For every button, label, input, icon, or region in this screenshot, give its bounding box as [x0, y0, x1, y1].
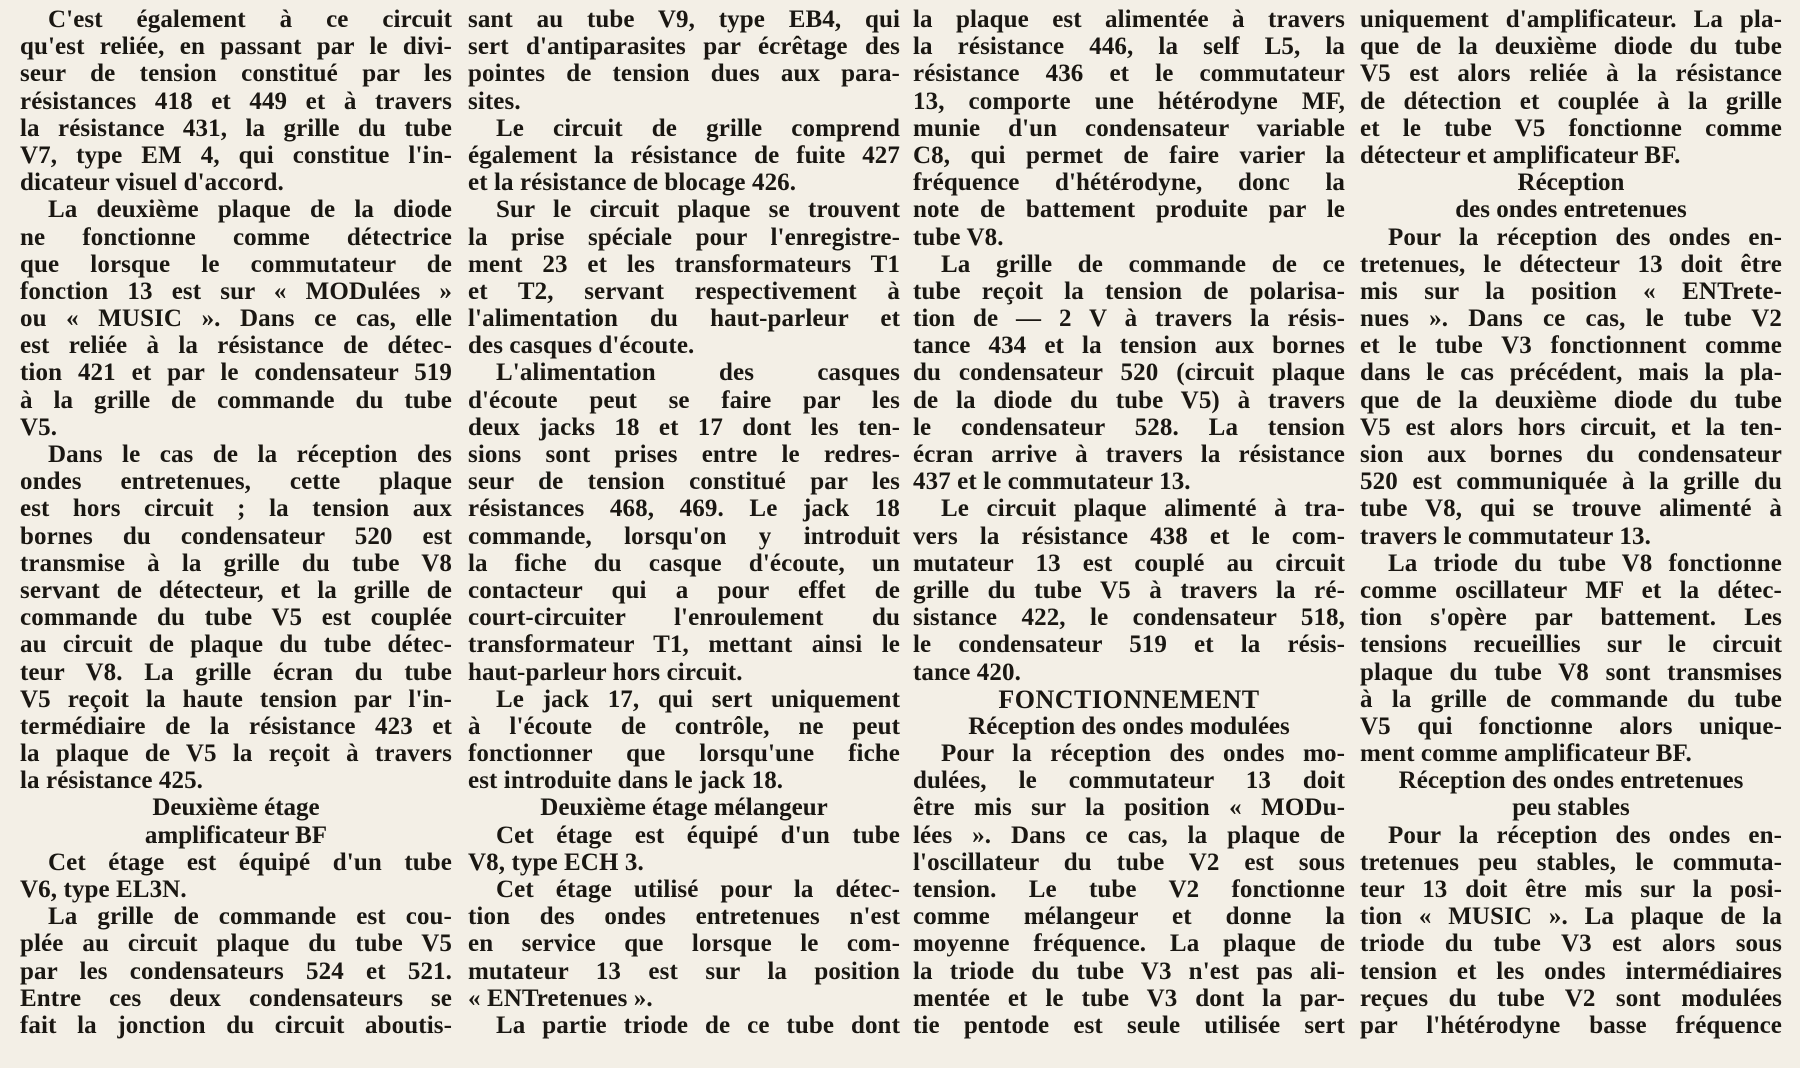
text-line: « ENTretenues ». [468, 984, 653, 1012]
text-line: est introduite dans le jack 18. [468, 767, 784, 795]
text-line: V5 est alors reliée à la résistance [1360, 60, 1782, 88]
text-line: 520 est communiquée à la grille du [1360, 468, 1782, 496]
text-line: haut-parleur hors circuit. [468, 658, 743, 686]
text-line: en service que lorsque le com- [468, 930, 900, 958]
text-line: tion s'opère par battement. Les [1360, 604, 1782, 632]
text-line: tance 420. [913, 658, 1021, 686]
paragraph [913, 495, 1345, 685]
text-line: La grille de commande de ce [941, 250, 1345, 278]
text-line: travers le commutateur 13. [1360, 522, 1651, 550]
heading-line: Réception [1517, 169, 1625, 197]
text-line: bornes du condensateur 520 est [20, 522, 452, 550]
text-line: La partie triode de ce tube dont [496, 1011, 900, 1039]
text-line: le condensateur 528. La tension [913, 413, 1345, 441]
text-line: munie d'un condensateur variable [913, 114, 1345, 142]
text-line: tube reçoit la tension de polarisa- [913, 277, 1345, 305]
heading-line: peu stables [1512, 794, 1630, 822]
text-line: résistances 418 et 449 et à travers [20, 87, 452, 115]
text-line: et T2, servant respectivement à [468, 277, 900, 305]
paragraph [468, 196, 900, 359]
text-column-3 [913, 6, 1345, 1068]
text-line: au circuit de plaque du tube détec- [20, 631, 452, 659]
text-line: La grille de commande est cou- [48, 903, 452, 931]
text-line: V5 reçoit la haute tension par l'in- [20, 685, 452, 713]
text-line: contacteur qui a pour effet de [468, 576, 900, 604]
text-line: fréquence d'hétérodyne, donc la [913, 169, 1345, 197]
paragraph [913, 740, 1345, 1039]
text-line: Dans le cas de la réception des [48, 441, 452, 468]
heading-line: Réception des ondes modulées [968, 712, 1290, 740]
text-line: reçues du tube V2 sont modulées [1360, 984, 1782, 1012]
text-line: Sur le circuit plaque se trouvent [496, 196, 900, 224]
text-line: grille du tube V5 à travers la ré- [913, 576, 1345, 604]
text-line: tension et les ondes intermédiaires [1360, 957, 1782, 985]
text-line: qu'est reliée, en passant par le divi- [20, 33, 452, 61]
text-line: détecteur et amplificateur BF. [1360, 141, 1681, 169]
text-line: dans le cas précédent, mais la pla- [1360, 359, 1782, 387]
text-line: Entre ces deux condensateurs se [20, 984, 452, 1012]
text-line: que de la deuxième diode du tube [1360, 386, 1782, 414]
text-line: V7, type EM 4, qui constitue l'in- [20, 141, 452, 169]
text-line: Pour la réception des ondes en- [1388, 223, 1782, 251]
text-line: teur 13 doit être mis sur la posi- [1360, 876, 1782, 903]
text-column-2 [468, 6, 900, 1068]
text-line: Le circuit de grille comprend [496, 114, 900, 142]
heading-line: des ondes entretenues [1455, 196, 1687, 224]
paragraph [20, 441, 452, 794]
text-line: La triode du tube V8 fonctionne [1388, 549, 1782, 577]
text-line: est hors circuit ; la tension aux [20, 495, 452, 523]
text-line: mutateur 13 est couplé au circuit [913, 549, 1345, 577]
paragraph [913, 6, 1345, 251]
heading-line: FONCTIONNEMENT [998, 684, 1260, 714]
text-line: lées ». Dans ce cas, la plaque de [913, 821, 1345, 849]
paragraph [468, 876, 900, 1012]
text-line: et la résistance de blocage 426. [468, 169, 797, 197]
text-line: tension. Le tube V2 fonctionne [913, 876, 1345, 903]
text-line: la résistance 446, la self L5, la [913, 33, 1345, 61]
text-line: nues ». Dans ce cas, le tube V2 [1360, 305, 1782, 333]
text-line: que de la deuxième diode du tube [1360, 33, 1782, 61]
text-line: ment 23 et les transformateurs T1 [468, 250, 900, 278]
text-line: par les condensateurs 524 et 521. [20, 957, 452, 985]
text-line: 437 et le commutateur 13. [913, 468, 1191, 496]
text-line: mentée et le tube V3 dont la par- [913, 984, 1345, 1012]
text-line: également la résistance de fuite 427 [468, 141, 900, 169]
text-line: la résistance 425. [20, 767, 204, 795]
text-line: la plaque de V5 la reçoit à travers [20, 740, 452, 768]
text-line: sion aux bornes du condensateur [1360, 441, 1782, 468]
text-line: est reliée à la résistance de détec- [20, 332, 452, 360]
text-line: écran arrive à travers la résistance [913, 441, 1345, 468]
paragraph [1360, 224, 1782, 550]
text-line: pointes de tension dues aux para- [468, 60, 900, 88]
text-line: termédiaire de la résistance 423 et [20, 712, 452, 740]
text-line: sert d'antiparasites par écrêtage des [468, 33, 900, 61]
heading-line: amplificateur BF [144, 821, 328, 849]
text-line: des casques d'écoute. [468, 332, 695, 360]
text-line: V5 qui fonctionne alors unique- [1360, 712, 1782, 740]
text-line: dicateur visuel d'accord. [20, 169, 284, 197]
text-line: tretenues peu stables, le commuta- [1360, 848, 1782, 876]
text-line: V5. [20, 413, 58, 441]
section-heading [468, 794, 900, 821]
text-line: à l'écoute de contrôle, ne peut [468, 712, 900, 740]
paragraph [1360, 822, 1782, 1040]
text-line: servant de détecteur, et la grille de [20, 576, 452, 604]
text-line: teur V8. La grille écran du tube [20, 658, 452, 686]
text-column-4 [1360, 6, 1782, 1068]
paragraph [913, 251, 1345, 496]
text-line: Cet étage est équipé d'un tube [496, 821, 900, 849]
text-line: de détection et couplée à la grille [1360, 87, 1782, 115]
text-line: ment comme amplificateur BF. [1360, 740, 1692, 768]
text-line: V8, type ECH 3. [468, 848, 644, 876]
text-line: résistances 468, 469. Le jack 18 [468, 495, 900, 523]
text-line: Cet étage utilisé pour la détec- [496, 876, 900, 903]
text-line: par l'hétérodyne basse fréquence [1360, 1011, 1782, 1039]
text-line: La deuxième plaque de la diode [48, 196, 452, 224]
text-line: l'oscillateur du tube V2 est sous [913, 848, 1345, 876]
text-line: plaque du tube V8 sont transmises [1360, 658, 1782, 686]
text-line: à la grille de commande du tube [1360, 685, 1782, 713]
text-column-1 [20, 6, 452, 1068]
text-line: à la grille de commande du tube [20, 386, 452, 414]
text-line: tube V8. [913, 223, 1004, 251]
text-line: tion « MUSIC ». La plaque de la [1360, 903, 1782, 931]
paragraph [468, 1012, 900, 1039]
paragraph [20, 196, 452, 441]
text-line: tion 421 et par le condensateur 519 [20, 359, 452, 387]
paragraph [468, 6, 900, 115]
paragraph [1360, 550, 1782, 768]
heading-line: Réception des ondes entretenues [1398, 767, 1744, 795]
text-line: la fiche du casque d'écoute, un [468, 549, 900, 577]
paragraph [468, 822, 900, 876]
text-line: être mis sur la position « MODu- [913, 794, 1345, 822]
paragraph [1360, 6, 1782, 169]
text-line: tube V8, qui se trouve alimenté à [1360, 495, 1782, 523]
text-line: V5 est alors hors circuit, et la ten- [1360, 413, 1782, 441]
text-line: ondes entretenues, cette plaque [20, 468, 452, 496]
text-line: 13, comporte une hétérodyne MF, [913, 87, 1345, 115]
paragraph [20, 6, 452, 196]
text-line: le condensateur 519 et la résis- [913, 631, 1345, 659]
text-line: tensions recueillies sur le circuit [1360, 631, 1782, 659]
text-line: transmise à la grille du tube V8 [20, 549, 452, 577]
text-line: fonctionner que lorsqu'une fiche [468, 740, 900, 768]
text-line: Le circuit plaque alimenté à tra- [941, 495, 1345, 523]
text-line: comme mélangeur et donne la [913, 903, 1345, 931]
paragraph [468, 115, 900, 197]
paragraph [20, 903, 452, 1039]
text-line: dulées, le commutateur 13 doit [913, 767, 1345, 795]
section-heading [1360, 169, 1782, 223]
text-line: transformateur T1, mettant ainsi le [468, 631, 900, 659]
text-line: Pour la réception des ondes en- [1388, 821, 1782, 849]
text-line: Cet étage est équipé d'un tube [48, 848, 452, 876]
text-line: vers la résistance 438 et le com- [913, 522, 1345, 550]
heading-line: Deuxième étage mélangeur [540, 794, 828, 822]
text-line: tretenues, le détecteur 13 doit être [1360, 250, 1782, 278]
text-line: ne fonctionne comme détectrice [20, 223, 452, 251]
text-line: uniquement d'amplificateur. La pla- [1360, 6, 1782, 33]
text-line: tion des ondes entretenues n'est [468, 903, 900, 931]
text-line: tion de — 2 V à travers la résis- [913, 305, 1345, 333]
text-line: Pour la réception des ondes mo- [941, 740, 1345, 768]
text-line: résistance 436 et le commutateur [913, 60, 1345, 88]
text-line: l'alimentation du haut-parleur et [468, 305, 900, 333]
text-line: tance 434 et la tension aux bornes [913, 332, 1345, 360]
text-line: fonction 13 est sur « MODulées » [20, 277, 452, 305]
text-line: Le jack 17, qui sert uniquement [496, 685, 900, 713]
text-line: mutateur 13 est sur la position [468, 957, 900, 985]
text-line: seur de tension constitué par les [20, 60, 452, 88]
text-line: moyenne fréquence. La plaque de [913, 930, 1345, 958]
text-line: note de battement produite par le [913, 196, 1345, 224]
text-line: et le tube V3 fonctionnent comme [1360, 332, 1782, 360]
text-line: sistance 422, le condensateur 518, [913, 604, 1345, 632]
text-line: sions sont prises entre le redres- [468, 441, 900, 468]
text-line: du condensateur 520 (circuit plaque [913, 359, 1345, 387]
text-line: comme oscillateur MF et la détec- [1360, 576, 1782, 604]
paragraph [20, 849, 452, 903]
text-line: plée au circuit plaque du tube V5 [20, 930, 452, 958]
text-line: la plaque est alimentée à travers [913, 6, 1345, 33]
text-line: V6, type EL3N. [20, 876, 187, 903]
text-line: C'est également à ce circuit [48, 6, 452, 33]
text-line: sant au tube V9, type EB4, qui [468, 6, 900, 33]
paragraph [468, 686, 900, 795]
text-line: sites. [468, 87, 521, 115]
text-line: commande, lorsqu'on y introduit [468, 522, 900, 550]
text-line: deux jacks 18 et 17 dont les ten- [468, 413, 900, 441]
section-heading [913, 686, 1345, 713]
text-line: et le tube V5 fonctionne comme [1360, 114, 1782, 142]
text-line: la résistance 431, la grille du tube [20, 114, 452, 142]
section-heading [913, 713, 1345, 740]
text-line: fait la jonction du circuit aboutis- [20, 1011, 452, 1039]
heading-line: Deuxième étage [152, 794, 320, 822]
section-heading [20, 794, 452, 848]
text-line: la triode du tube V3 n'est pas ali- [913, 957, 1345, 985]
text-line: de la diode du tube V5) à travers [913, 386, 1345, 414]
paragraph [468, 359, 900, 685]
text-line: seur de tension constitué par les [468, 468, 900, 496]
section-heading [1360, 767, 1782, 821]
text-line: court-circuiter l'enroulement du [468, 604, 900, 632]
text-line: ou « MUSIC ». Dans ce cas, elle [20, 305, 452, 333]
text-line: la prise spéciale pour l'enregistre- [468, 223, 900, 251]
text-line: tie pentode est seule utilisée sert [913, 1011, 1345, 1039]
text-line: triode du tube V3 est alors sous [1360, 930, 1782, 958]
text-line: que lorsque le commutateur de [20, 250, 452, 278]
text-line: commande du tube V5 est couplée [20, 604, 452, 632]
text-line: L'alimentation des casques [496, 359, 900, 387]
text-line: C8, qui permet de faire varier la [913, 141, 1345, 169]
text-line: mis sur la position « ENTrete- [1360, 277, 1782, 305]
text-line: d'écoute peut se faire par les [468, 386, 900, 414]
